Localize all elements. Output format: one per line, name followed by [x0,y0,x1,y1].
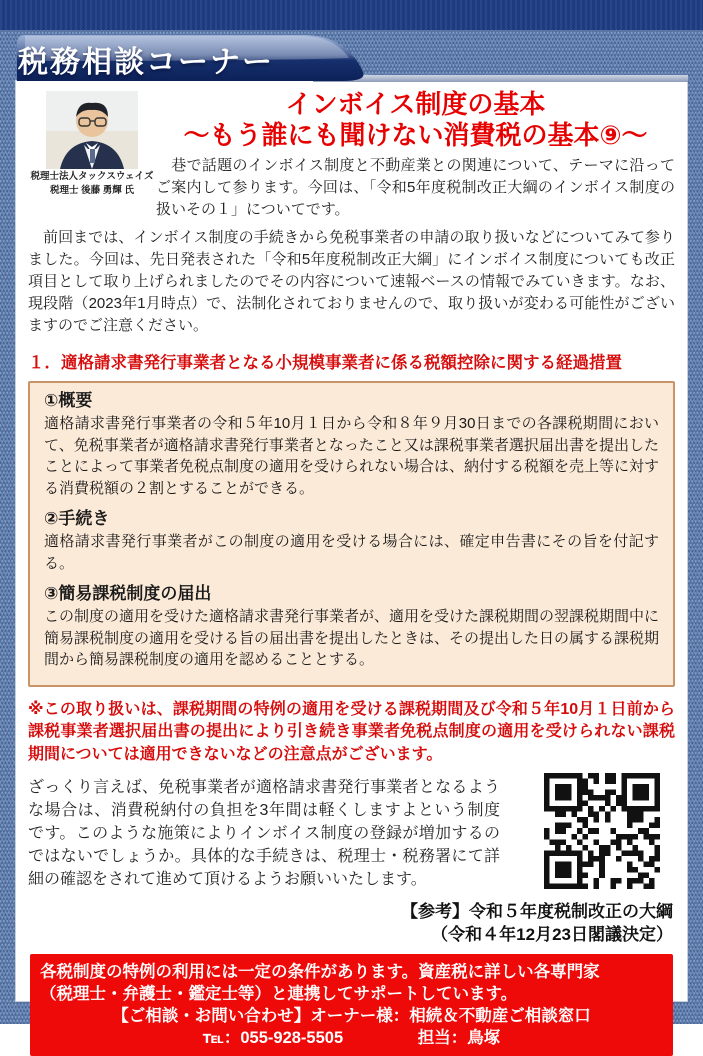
caution-note: ※この取り扱いは、課税期間の特例の適用を受ける課税期間及び令和５年10月１日前から課税事業者選択届出書の提出により引き続き事業者免税点制度の適用を受けられない課税期間については適用できないなどの注意点がございます。 [28,700,675,763]
qr-area [500,776,675,900]
item2-body: 適格請求書発行事業者がこの制度の適用を受ける場合には、確定申告書にその旨を付記する。 [44,533,659,572]
article-title-line1: インボイス制度の基本 [285,89,546,119]
advisor-column [28,89,156,221]
section-heading: １．適格請求書発行事業者となる小規模事業者に係る税額控除に関する経過措置 [28,354,622,372]
summary-paragraph: ざっくり言えば、免税事業者が適格請求書発行事業者となるような場合は、消費税納付の負担を3年間は軽くしますよという制度です。このような施策によりインボイス制度の登録が増加するのではないでしょうか。具体的な手続きは、税理士・税務署にて詳細の確認をされて進めて頂けるようお願いいたします。 [28,779,500,888]
item1-body: 適格請求書発行事業者の令和５年10月１日から令和８年９月30日までの各課税期間において、免税事業者が適格請求書発行事業者となったこと又は課税事業者選択届出書を提出したことによって事業者免税点制度の適用を受けられない場合は、納付する税額を売上等に対する消費税額の２割とすることができる。 [44,415,660,497]
page-title: 税務相談コーナー [18,46,274,79]
item3-title: ③簡易課税制度の届出 [44,584,212,603]
masthead [28,89,675,221]
advisor-firm-caption: 税理士法人タックスウェイズ [30,171,154,182]
footer-line3: 【ご相談・お問い合わせ】オーナー様：相続＆不動産ご相談窓口 [112,1007,591,1025]
summary-row [28,776,675,900]
contact-person: 担当：鳥塚 [417,1029,501,1047]
footer-line2: （税理士・弁護士・鑑定士等）と連携してサポートしています。 [40,985,518,1003]
advisor-name-caption: 税理士 後藤 勇輝 氏 [50,185,134,196]
top-navy-bar [0,0,703,30]
item2-title: ②手続き [44,509,110,528]
footer-line4 [40,1027,663,1049]
content-panel [15,80,688,1047]
reference-block [28,900,675,946]
footer-line1: 各税制度の特例の利用には一定の条件があります。資産税に詳しい各専門家 [40,963,600,981]
item1-title: ①概要 [44,391,93,410]
intro-paragraph: 巷で話題のインボイス制度と不動産業との関連について、テーマに沿ってご案内して参ります。今回は、「令和5年度税制改正大綱のインボイス制度の扱いその１」についてです。 [156,157,675,218]
reference-line2: （令和４年12月23日閣議決定） [431,925,673,944]
phone-number: ℡：055-928-5505 [202,1029,344,1047]
advisor-photo [46,91,138,169]
measures-box [28,381,675,687]
article-title-line2: ～もう誰にも聞けない消費税の基本⑨～ [183,120,648,150]
reference-line1: 【参考】令和５年度税制改正の大綱 [401,902,673,921]
lead-paragraph: 前回までは、インボイス制度の手続きから免税事業者の申請の取り扱いなどについてみて参りました。今回は、先日発表された「令和5年度税制改正大綱」にインボイス制度についても改正項目として取り上げられましたのでその内容について速報ベースの情報でみていきます。なお、現段階（2023年1月時点）で、法制化されておりませんので、取り扱いが変わる可能性がございますのでご注意ください。 [28,229,675,334]
contact-footer [30,954,673,1056]
qr-code [533,762,671,900]
item3-body: この制度の適用を受けた適格請求書発行事業者が、適用を受けた課税期間の翌課税期間中に簡易課税制度の適用を受ける旨の届出書を提出したときは、その提出した日の属する課税期間から簡易課税制度の適用を認めることとする。 [44,608,660,668]
article-title-block [156,89,675,221]
